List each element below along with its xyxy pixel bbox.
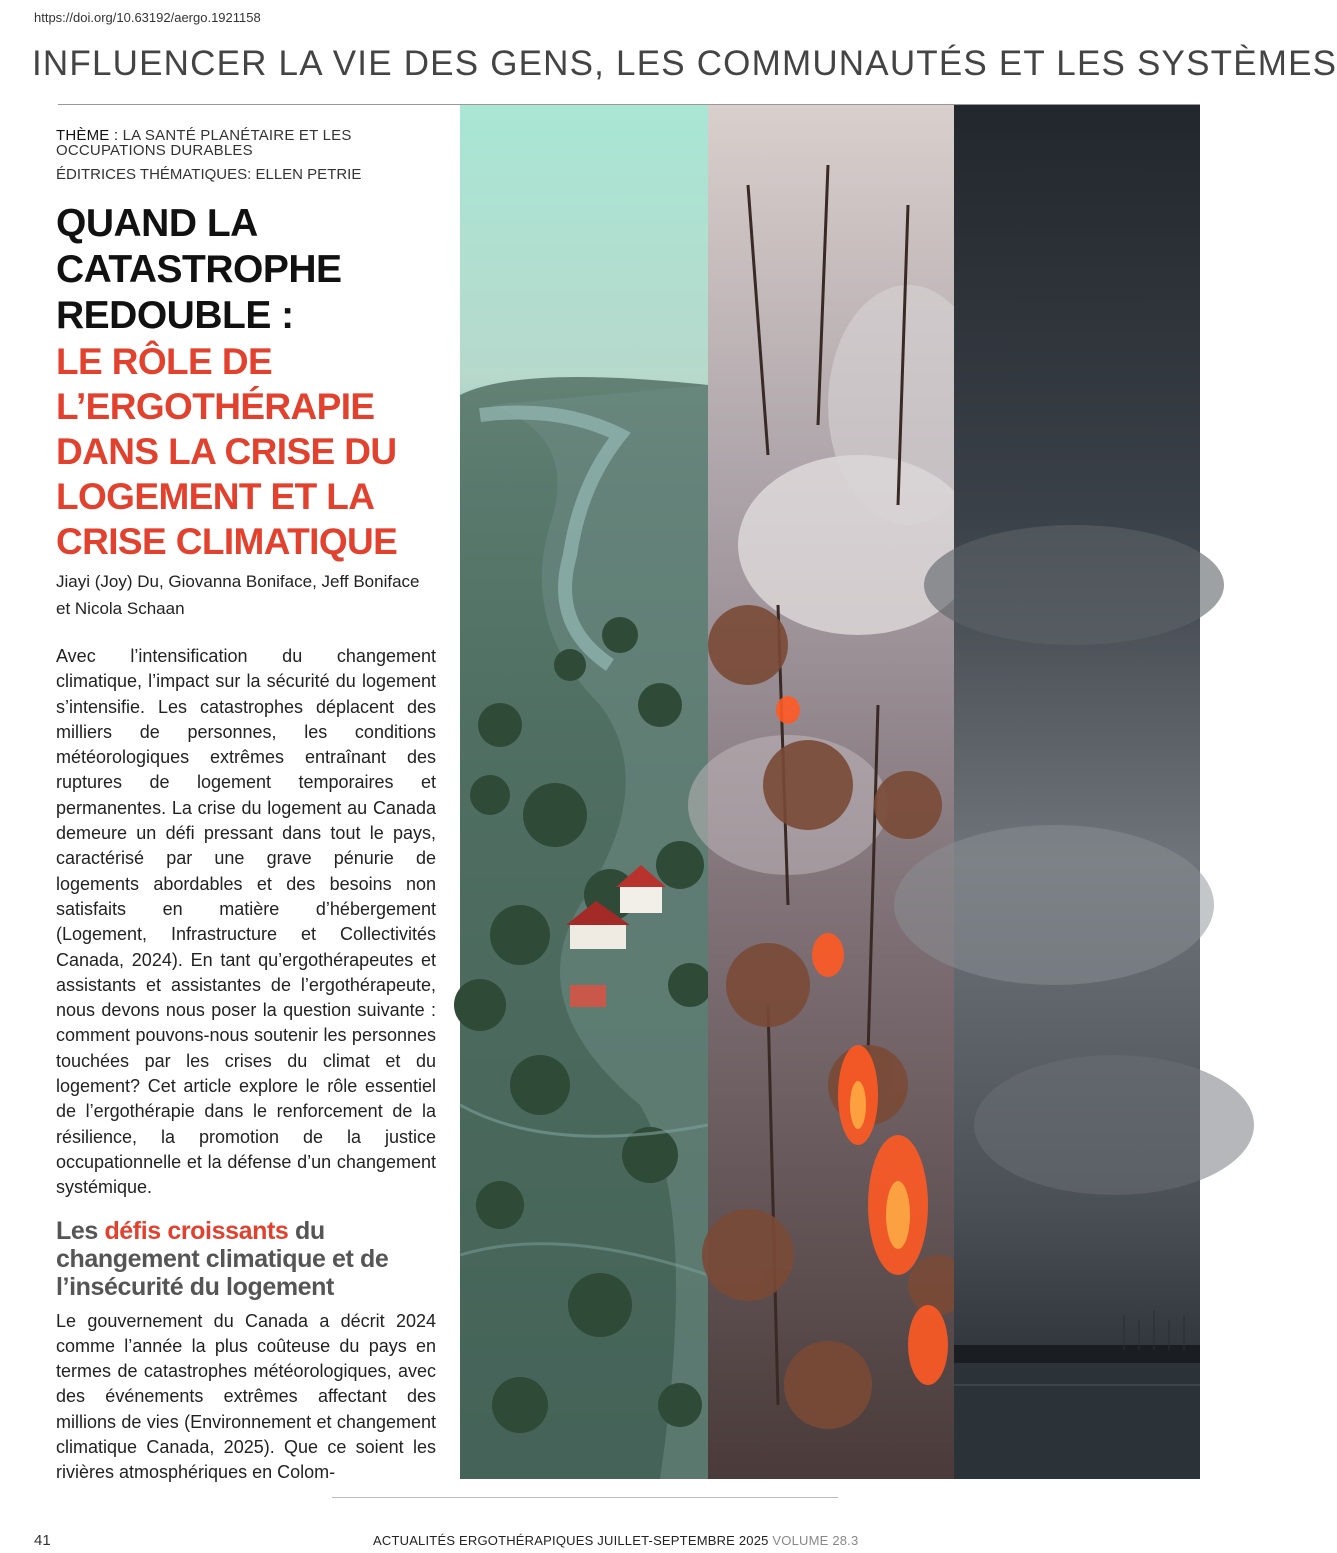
footer-publication-line [373, 1533, 858, 1548]
article-column [56, 128, 436, 1486]
editors-label: ÉDITRICES THÉMATIQUES: [56, 166, 252, 183]
editors-value: ELLEN PETRIE [255, 166, 362, 183]
intro-paragraph: Avec l’intensification du changement climatique, l’impact sur la sécurité du logement s’intensifie. Les catastrophes déplacent des milliers de personnes, les conditions météorologiques extrêmes entraînant des ruptures de logement temporaires et permanentes. La crise du logement au Canada demeure un défi pressant dans tout le pays, caractérisé par une grave pénurie de logements abordables et des besoins non satisfaits en matière d’hébergement (Logement, Infrastructure et Collectivités Canada, 2024). En tant qu’ergothérapeutes et assistants et assistantes de l’ergothérapeute, nous devons nous poser la question suivante : comment pouvons-nous soutenir les personnes touchées par les crises du climat et du logement? Cet article explore le rôle essentiel de l’ergothérapie dans le renforcement de la résilience, la promotion de la justice occupationnelle et la défense d’un changement systémique. [56, 646, 436, 1198]
footer-volume: VOLUME 28.3 [772, 1533, 859, 1548]
footer-issue: JUILLET-SEPTEMBRE 2025 [597, 1533, 769, 1548]
theme-label: THÈME : [56, 127, 119, 144]
section-heading-part2: du changement climatique et de l’insécurité du logement [56, 1216, 389, 1301]
footer-divider [332, 1497, 838, 1498]
storm-panel-image [954, 105, 1200, 1479]
footer-publication: ACTUALITÉS ERGOTHÉRAPIQUES [373, 1533, 594, 1548]
theme-line [56, 128, 436, 158]
section-heading-part1: Les [56, 1216, 105, 1245]
wildfire-panel-image [708, 105, 954, 1479]
section-heading-accent: défis croissants [104, 1216, 289, 1245]
authors: Jiayi (Joy) Du, Giovanna Boniface, Jeff Boniface et Nicola Schaan [56, 572, 420, 618]
flood-panel-image [460, 105, 708, 1479]
article-subtitle: LE RÔLE DE L’ERGOTHÉRAPIE DANS LA CRISE DU LOGEMENT ET LA CRISE CLIMATIQUE [56, 341, 398, 562]
section-header: INFLUENCER LA VIE DES GENS, LES COMMUNAUTÉS ET LES SYSTÈMES [32, 44, 1337, 83]
body-paragraph: Le gouvernement du Canada a décrit 2024 comme l’année la plus coûteuse du pays en termes de catastrophes météorologiques, avec des événements extrêmes affectant des millions de vies (Environnement et changement climatique Canada, 2025). Que ce soient les rivières atmosphériques en Colom- [56, 1310, 436, 1483]
disaster-triptych-image [460, 105, 1200, 1479]
section-heading [56, 1217, 436, 1301]
editors-line [56, 166, 436, 183]
page-number: 41 [34, 1532, 51, 1549]
theme-value: LA SANTÉ PLANÉTAIRE ET LES OCCUPATIONS DURABLES [56, 127, 352, 159]
article-title: QUAND LA CATASTROPHE REDOUBLE : [56, 202, 342, 337]
doi-link[interactable]: https://doi.org/10.63192/aergo.1921158 [34, 10, 261, 25]
